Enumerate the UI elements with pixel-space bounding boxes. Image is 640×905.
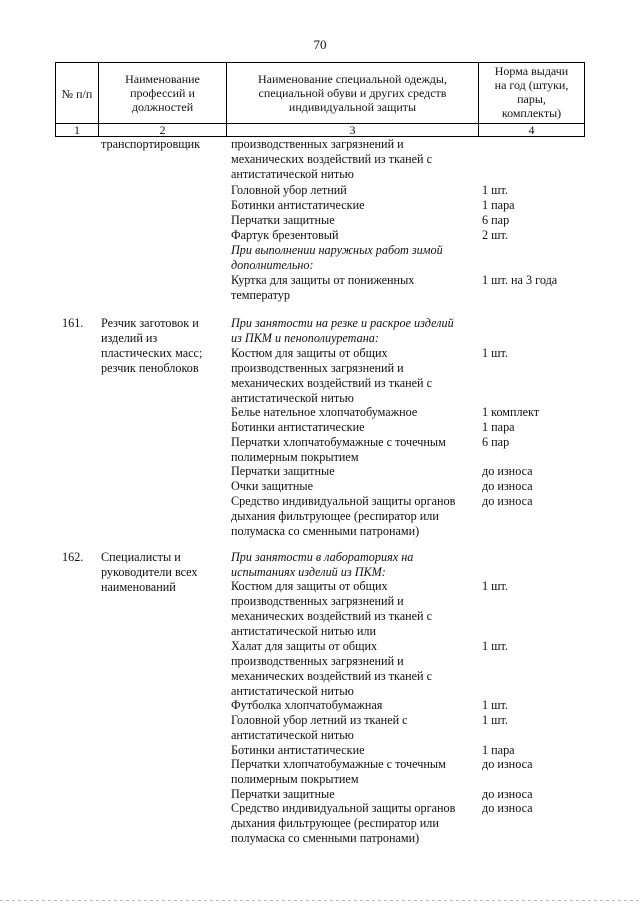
cont-item-6: При выполнении наружных работ зимой дополнительно: [231, 243, 443, 272]
row161-norm-6: до износа [482, 464, 533, 478]
row162-item-4: Футболка хлопчатобумажная [231, 698, 383, 712]
cont-profession: транспортировщик [101, 137, 201, 151]
row161-item-2: Костюм для защиты от общих производственных загрязнений и механических воздействий из тканей с антистатической нитью [231, 346, 433, 405]
row162-norm-9: до износа [482, 801, 533, 815]
row162-norm-6: 1 пара [482, 743, 515, 757]
row161-number: 161. [62, 316, 84, 330]
cont-item-2: Головной убор летний [231, 183, 347, 197]
cont-norm-3: 1 пара [482, 198, 515, 212]
row162-norm-3: 1 шт. [482, 639, 508, 653]
cont-norm-7: 1 шт. на 3 года [482, 273, 558, 287]
cont-item-3: Ботинки антистатические [231, 198, 365, 212]
cont-norm-5: 2 шт. [482, 228, 508, 242]
row162-item-6: Ботинки антистатические [231, 743, 365, 757]
scan-bottom-edge [0, 900, 640, 901]
row162-norm-4: 1 шт. [482, 698, 508, 712]
row161-norm-2: 1 шт. [482, 346, 508, 360]
column-number-3: 3 [349, 123, 356, 137]
row162-profession: Специалисты и руководители всех наименований [101, 550, 198, 594]
row162-item-9: Средство индивидуальной защиты органов дыхания фильтрующее (респиратор или полумаска со сменными патронами) [231, 801, 456, 845]
row162-norm-5: 1 шт. [482, 713, 508, 727]
header-profession: Наименование профессий и должностей [125, 72, 200, 114]
row162-item-2: Костюм для защиты от общих производственных загрязнений и механических воздействий из тканей с антистатической нитью или [231, 579, 433, 638]
row161-norm-3: 1 комплект [482, 405, 540, 419]
row162-norm-7: до износа [482, 757, 533, 771]
header-number: № п/п [61, 87, 93, 101]
row161-item-3: Белье нательное хлопчатобумажное [231, 405, 418, 419]
column-number-1: 1 [74, 123, 80, 137]
cont-norm-4: 6 пар [482, 213, 510, 227]
column-number-4: 4 [528, 123, 535, 137]
row162-item-7: Перчатки хлопчатобумажные с точечным полимерным покрытием [231, 757, 446, 786]
row161-norm-4: 1 пара [482, 420, 515, 434]
row161-item-8: Средство индивидуальной защиты органов дыхания фильтрующее (респиратор или полумаска со сменными патронами) [231, 494, 456, 538]
row161-item-5: Перчатки хлопчатобумажные с точечным полимерным покрытием [231, 435, 446, 464]
row162-norm-2: 1 шт. [482, 579, 508, 593]
row161-profession: Резчик заготовок и изделий из пластических масс; резчик пеноблоков [101, 316, 203, 375]
page-number: 70 [313, 37, 327, 52]
cont-item-4: Перчатки защитные [231, 213, 335, 227]
row162-item-1: При занятости в лабораториях на испытаниях изделий из ПКМ: [231, 550, 414, 579]
row161-item-1: При занятости на резке и раскрое изделий из ПКМ и пенополиуретана: [231, 316, 454, 345]
row161-norm-5: 6 пар [482, 435, 510, 449]
table-top-border [55, 62, 585, 63]
row161-norm-8: до износа [482, 494, 533, 508]
row162-number: 162. [62, 550, 84, 564]
column-number-2: 2 [159, 123, 166, 137]
row161-item-7: Очки защитные [231, 479, 313, 493]
header-norm: Норма выдачи на год (штуки, пары, комплекты) [494, 64, 569, 120]
row162-item-3: Халат для защиты от общих производственных загрязнений и механических воздействий из тканей с антистатической нитью [231, 639, 433, 698]
row162-item-8: Перчатки защитные [231, 787, 335, 801]
cont-item-1: производственных загрязнений и механических воздействий из тканей с антистатической нитью [231, 137, 433, 181]
header-equipment: Наименование специальной одежды, специальной обуви и других средств индивидуальной защиты [258, 72, 447, 114]
cont-norm-2: 1 шт. [482, 183, 508, 197]
cont-item-5: Фартук брезентовый [231, 228, 339, 242]
row161-item-6: Перчатки защитные [231, 464, 335, 478]
table-right-border [584, 62, 585, 137]
cont-item-7: Куртка для защиты от пониженных температур [231, 273, 415, 302]
row161-norm-7: до износа [482, 479, 533, 493]
row161-item-4: Ботинки антистатические [231, 420, 365, 434]
row162-norm-8: до износа [482, 787, 533, 801]
row162-item-5: Головной убор летний из тканей с антистатической нитью [231, 713, 408, 742]
